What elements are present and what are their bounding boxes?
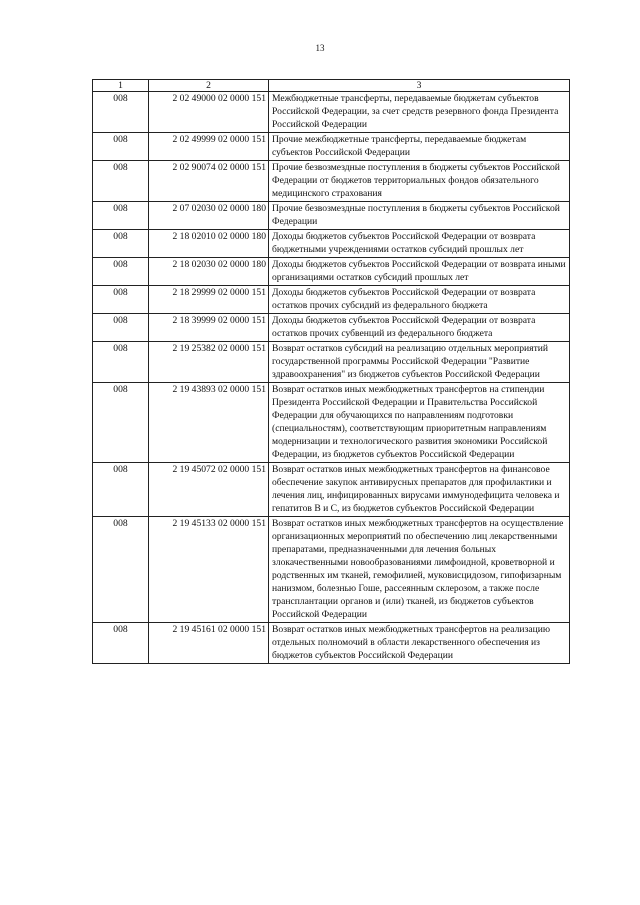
column-header-2: 2	[149, 80, 269, 92]
budget-code-cell: 2 18 39999 02 0000 151	[149, 314, 269, 342]
budget-code-cell: 2 02 49999 02 0000 151	[149, 133, 269, 161]
admin-code-cell: 008	[93, 517, 149, 623]
income-name-cell: Возврат остатков субсидий на реализацию отдельных мероприятий государственной программы Российской Федерации "Развитие здравоохранения" из бюджетов субъектов Российской Федерации	[269, 342, 570, 383]
budget-code-cell: 2 18 02030 02 0000 180	[149, 258, 269, 286]
income-name-cell: Прочие межбюджетные трансферты, передаваемые бюджетам субъектов Российской Федерации	[269, 133, 570, 161]
admin-code-cell: 008	[93, 314, 149, 342]
income-name-cell: Возврат остатков иных межбюджетных трансфертов на финансовое обеспечение закупок антивирусных препаратов для профилактики и лечения лиц, инфицированных вирусами иммунодефицита человека и гепатитов B и C, из бюджетов субъектов Российской Федерации	[269, 463, 570, 517]
budget-code-cell: 2 18 29999 02 0000 151	[149, 286, 269, 314]
table-header-row	[93, 80, 570, 92]
budget-code-cell: 2 19 45133 02 0000 151	[149, 517, 269, 623]
admin-code-cell: 008	[93, 133, 149, 161]
budget-code-cell: 2 19 45072 02 0000 151	[149, 463, 269, 517]
income-name-cell: Доходы бюджетов субъектов Российской Федерации от возврата остатков прочих субвенций из федерального бюджета	[269, 314, 570, 342]
income-name-cell: Возврат остатков иных межбюджетных трансфертов на стипендии Президента Российской Федерации и Правительства Российской Федерации для обучающихся по направлениям подготовки (специальностям), соответствующим приоритетным направлениям модернизации и технологического развития экономики Российской Федерации, из бюджетов субъектов Российской Федерации	[269, 383, 570, 463]
column-header-3: 3	[269, 80, 570, 92]
budget-code-cell: 2 19 25382 02 0000 151	[149, 342, 269, 383]
admin-code-cell: 008	[93, 202, 149, 230]
admin-code-cell: 008	[93, 342, 149, 383]
admin-code-cell: 008	[93, 383, 149, 463]
table-row	[93, 286, 570, 314]
budget-code-cell: 2 19 45161 02 0000 151	[149, 623, 269, 664]
page-number: 13	[315, 43, 325, 53]
table-row	[93, 517, 570, 623]
table-row	[93, 161, 570, 202]
table-row	[93, 92, 570, 133]
admin-code-cell: 008	[93, 92, 149, 133]
table-row	[93, 383, 570, 463]
table-row	[93, 202, 570, 230]
table-row	[93, 463, 570, 517]
admin-code-cell: 008	[93, 463, 149, 517]
budget-code-cell: 2 02 49000 02 0000 151	[149, 92, 269, 133]
table-row	[93, 342, 570, 383]
budget-codes-table	[92, 79, 570, 664]
admin-code-cell: 008	[93, 161, 149, 202]
income-name-cell: Возврат остатков иных межбюджетных трансфертов на реализацию отдельных полномочий в области лекарственного обеспечения из бюджетов субъектов Российской Федерации	[269, 623, 570, 664]
income-name-cell: Возврат остатков иных межбюджетных трансфертов на осуществление организационных мероприятий по обеспечению лиц лекарственными препаратами, предназначенными для лечения больных злокачественными новообразованиями лимфоидной, кроветворной и родственных им тканей, гемофилией, муковисцидозом, гипофизарным нанизмом, болезнью Гоше, рассеянным склерозом, а также после трансплантации органов и (или) тканей, из бюджетов субъектов Российской Федерации	[269, 517, 570, 623]
admin-code-cell: 008	[93, 286, 149, 314]
income-name-cell: Прочие безвозмездные поступления в бюджеты субъектов Российской Федерации	[269, 202, 570, 230]
admin-code-cell: 008	[93, 230, 149, 258]
table-row	[93, 623, 570, 664]
table-row	[93, 314, 570, 342]
budget-code-cell: 2 18 02010 02 0000 180	[149, 230, 269, 258]
income-name-cell: Доходы бюджетов субъектов Российской Федерации от возврата бюджетными учреждениями остатков субсидий прошлых лет	[269, 230, 570, 258]
table-row	[93, 230, 570, 258]
table-row	[93, 133, 570, 161]
income-name-cell: Доходы бюджетов субъектов Российской Федерации от возврата остатков прочих субсидий из федерального бюджета	[269, 286, 570, 314]
admin-code-cell: 008	[93, 258, 149, 286]
admin-code-cell: 008	[93, 623, 149, 664]
column-header-1: 1	[93, 80, 149, 92]
income-name-cell: Доходы бюджетов субъектов Российской Федерации от возврата иными организациями остатков субсидий прошлых лет	[269, 258, 570, 286]
table-row	[93, 258, 570, 286]
budget-code-cell: 2 19 43893 02 0000 151	[149, 383, 269, 463]
budget-code-cell: 2 02 90074 02 0000 151	[149, 161, 269, 202]
income-name-cell: Прочие безвозмездные поступления в бюджеты субъектов Российской Федерации от бюджетов территориальных фондов обязательного медицинского страхования	[269, 161, 570, 202]
income-name-cell: Межбюджетные трансферты, передаваемые бюджетам субъектов Российской Федерации, за счет средств резервного фонда Президента Российской Федерации	[269, 92, 570, 133]
budget-code-cell: 2 07 02030 02 0000 180	[149, 202, 269, 230]
